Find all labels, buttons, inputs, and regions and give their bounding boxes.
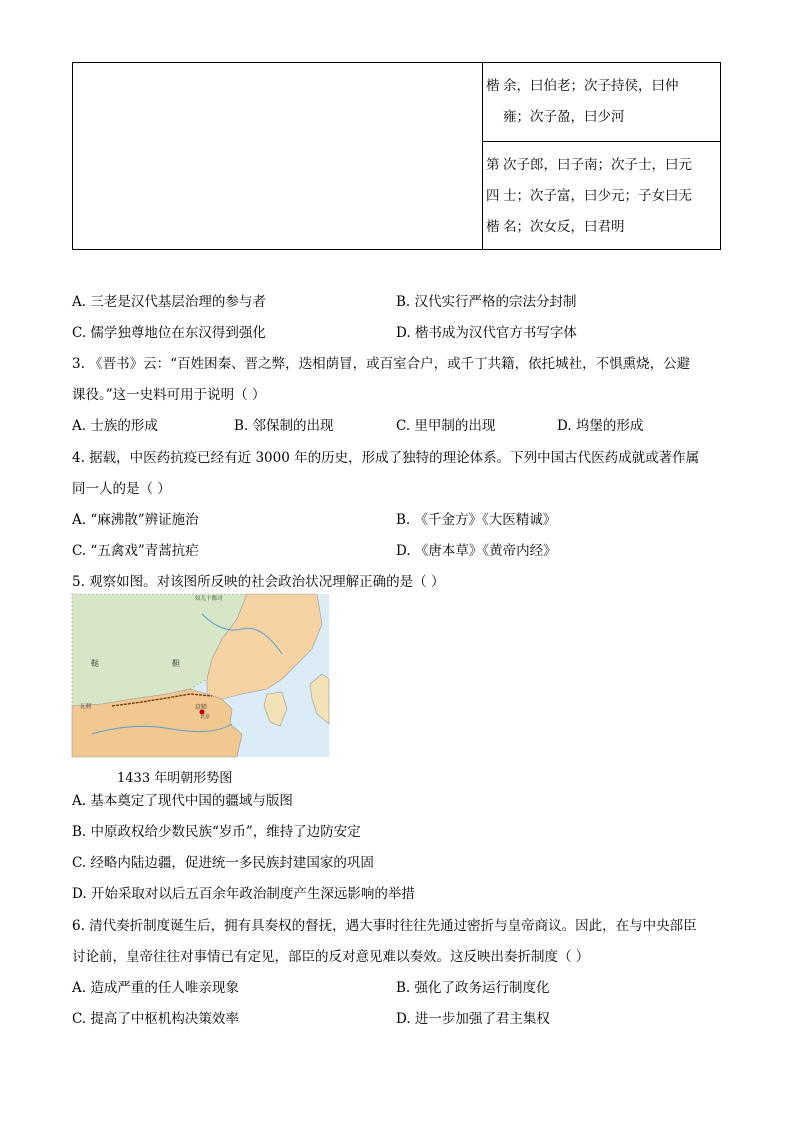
q4-stem-line1: 4. 据载，中医药抗疫已经有近 3000 年的历史，形成了独特的理论体系。下列中国古代医药成就或著作属: [72, 450, 700, 466]
q6-option-d: D. 进一步加强了君主集权: [396, 1011, 550, 1027]
q5-option-b: B. 中原政权给少数民族“岁币”，维持了边防安定: [72, 824, 361, 840]
q6-option-b: B. 强化了政务运行制度化: [396, 980, 550, 996]
map-label-beijing: 北京: [200, 714, 211, 720]
table-row2-line3: 名；次女反，曰君明: [503, 219, 625, 235]
map-label-capital: 京师: [195, 704, 208, 711]
table-row1-line2: 雍；次子盈，曰少河: [503, 109, 625, 125]
ming-dynasty-map: [72, 594, 329, 757]
table-row1-side-label: 楷: [486, 78, 500, 94]
q6-stem-line2: 讨论前，皇帝往往对事情已有定见，部臣的反对意见难以奏效。这反映出奏折制度（ ）: [72, 949, 590, 965]
q5-option-a: A. 基本奠定了现代中国的疆域与版图: [72, 793, 293, 809]
table-divider-horizontal: [482, 141, 720, 142]
q4-stem-line2: 同一人的是（ ）: [72, 481, 171, 497]
q4-option-a: A. “麻沸散”辨证施治: [72, 512, 199, 528]
q2-option-d: D. 楷书成为汉代官方书写字体: [396, 325, 577, 341]
map-label-da: 鞑: [91, 659, 99, 668]
q2-option-a: A. 三老是汉代基层治理的参与者: [72, 294, 266, 310]
q3-stem-line2: 课役。”这一史料可用于说明（ ）: [72, 387, 266, 403]
q4-option-b: B. 《千金方》《大医精诚》: [396, 512, 557, 528]
table-row2-line2: 士；次子富，曰少元；子女曰无: [503, 188, 692, 204]
q6-option-a: A. 造成严重的任人唯亲现象: [72, 980, 239, 996]
map-label-dan: 靼: [172, 659, 180, 668]
q2-option-b: B. 汉代实行严格的宗法分封制: [396, 294, 577, 310]
map-label-nurgan: 奴儿干都司: [195, 596, 223, 602]
q6-stem-line1: 6. 清代奏折制度诞生后，拥有具奏权的督抚，遇大事时往往先通过密折与皇帝商议。因此，在与中央部臣: [72, 918, 697, 934]
q2-option-c: C. 儒学独尊地位在东汉得到强化: [72, 325, 266, 341]
table-row2-line1: 次子郎，曰子南；次子士，曰元: [503, 157, 692, 173]
q5-option-c: C. 经略内陆边疆，促进统一多民族封建国家的巩固: [72, 855, 374, 871]
table-divider-vertical: [482, 63, 483, 249]
q3-option-b: B. 邻保制的出现: [234, 418, 334, 434]
table-row1-line1: 余，曰伯老；次子持侯，曰仲: [503, 78, 679, 94]
q3-option-c: C. 里甲制的出现: [396, 418, 496, 434]
table-row2-side-label-3: 楷: [486, 219, 500, 235]
table-row2-side-label-2: 四: [486, 188, 500, 204]
map-caption: 1433 年明朝形势图: [117, 771, 233, 786]
source-table: [72, 62, 721, 250]
q3-option-d: D. 坞堡的形成: [557, 418, 644, 434]
q3-stem-line1: 3. 《晋书》云：“百姓困秦、晋之弊，迭相荫冒，或百室合户，或千丁共籍，依托城社，不惧熏烧，公避: [72, 356, 691, 372]
table-row2-side-label-1: 第: [486, 157, 500, 173]
q4-option-c: C. “五禽戏”青蒿抗疟: [72, 543, 199, 559]
map-label-oirat: 瓦剌: [80, 704, 92, 710]
q6-option-c: C. 提高了中枢机构决策效率: [72, 1011, 239, 1027]
q5-option-d: D. 开始采取对以后五百余年政治制度产生深远影响的举措: [72, 886, 415, 902]
q4-option-d: D. 《唐本草》《黄帝内经》: [396, 543, 557, 559]
q3-option-a: A. 士族的形成: [72, 418, 158, 434]
q5-stem: 5. 观察如图。对该图所反映的社会政治状况理解正确的是（ ）: [72, 574, 445, 590]
